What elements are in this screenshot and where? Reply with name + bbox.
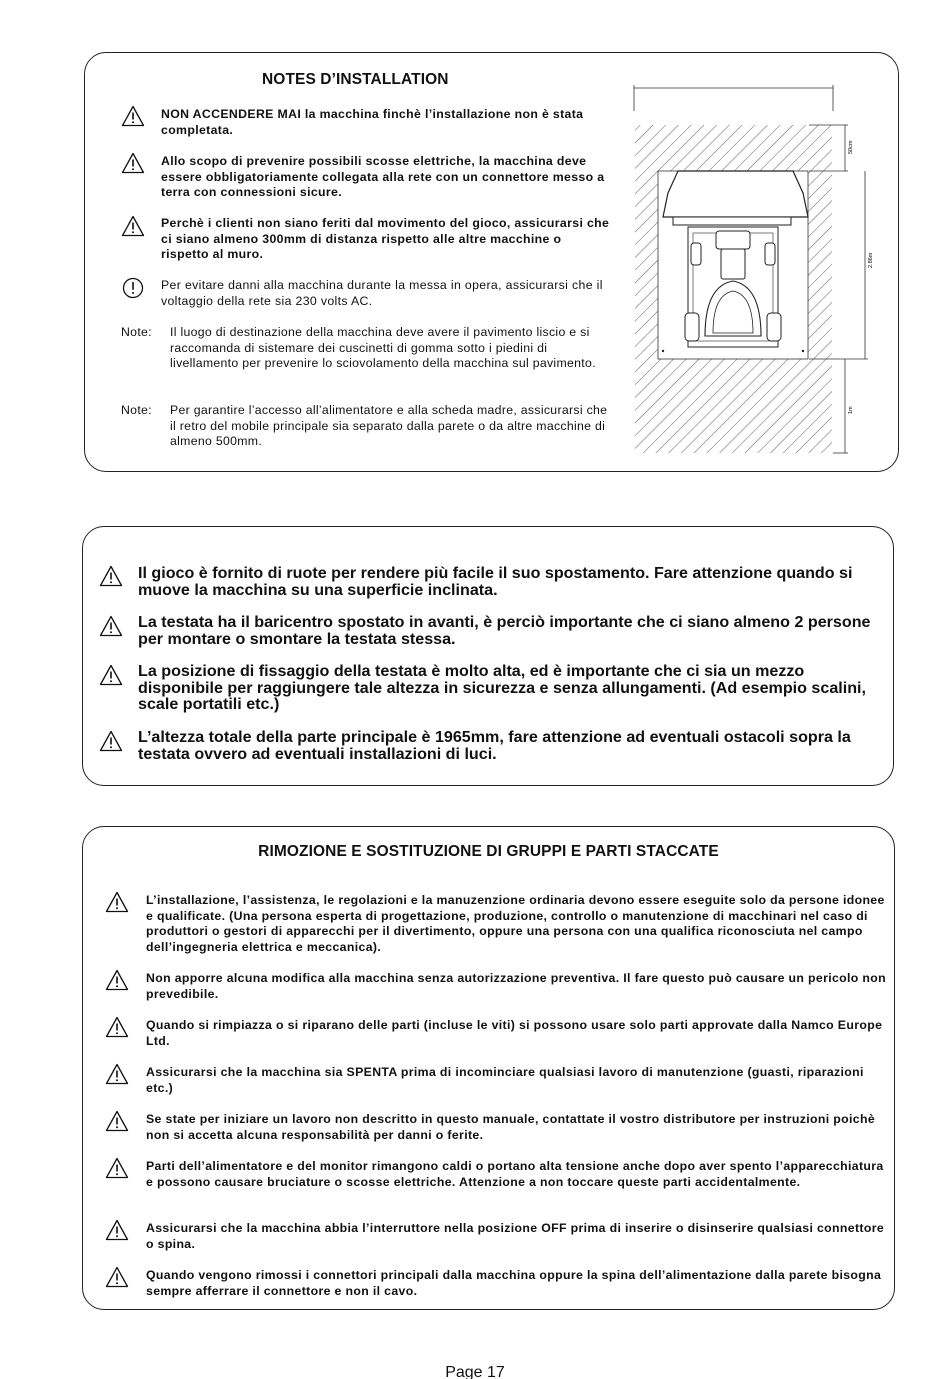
installation-notes-title: NOTES D’INSTALLATION: [262, 71, 449, 88]
warning-triangle-icon: [99, 730, 123, 752]
warning-triangle-icon: [105, 1266, 129, 1288]
warning-triangle-icon: [105, 891, 129, 913]
removal-warning-text: L’installazione, l’assistenza, le regolazioni e la manuzenzione ordinaria devono essere eseguite solo da persone idonee e qualificate. (Una persona esperta di progettazione, produzione, controllo o manutenzione di macchinari nel caso di produttori o gestori di apparecchi per il divertimento, oppure una persona con una qualifica riconosciuta nel campo dell’ingegneria elettrica e meccanica).: [146, 893, 885, 954]
handling-warning-text: Il gioco è fornito di ruote per rendere più facile il suo spostamento. Fare attenzione quando si muove la macchina su una superficie inclinata.: [138, 564, 853, 599]
warning-triangle-icon: [121, 215, 145, 237]
dimension-label-top: 50cm: [848, 140, 854, 154]
exclamation-circle-icon: [121, 277, 145, 299]
handling-warning-text: La posizione di fissaggio della testata è molto alta, ed è importante che ci sia un mezzo disponibile per raggiungere tale altezza in sicurezza e senza allungamenti. (Ad esempio scalini, scale portatili etc.): [138, 662, 866, 714]
removal-warning-text: Se state per iniziare un lavoro non descritto in questo manuale, contattate il vostro distributore per instruzioni poichè non si accetta alcuna responsabilità per danni o ferite.: [146, 1112, 876, 1142]
warning-triangle-icon: [105, 1157, 129, 1179]
note-text: Per garantire l’accesso all’alimentatore e alla scheda madre, assicurarsi che il retro del mobile principale sia separato dalla parete o da altre macchine di almeno 500mm.: [170, 403, 608, 449]
handling-warning-text: La testata ha il baricentro spostato in avanti, è perciò importante che ci siano almeno 2 persone per montare o smontare la testata stessa.: [138, 613, 871, 648]
warning-triangle-icon: [105, 1016, 129, 1038]
warning-triangle-icon: [99, 664, 123, 686]
removal-warning-text: Quando vengono rimossi i connettori principali dalla macchina oppure la spina dell’alimentazione dalla parete bisogna sempre afferrare il connettore e non il cavo.: [146, 1268, 882, 1298]
installation-notes-panel: [84, 52, 899, 472]
dimension-label-middle: 2.86m: [868, 252, 874, 268]
handling-warnings-panel: [82, 526, 894, 786]
page-number: Page 17: [445, 1364, 505, 1379]
warning-triangle-icon: [105, 1063, 129, 1085]
removal-warning-text: Assicurarsi che la macchina sia SPENTA prima di incominciare qualsiasi lavoro di manutenzione (guasti, riparazioni etc.): [146, 1065, 864, 1095]
installation-note-text: Per evitare danni alla macchina durante la messa in opera, assicurarsi che il voltaggio della rete sia 230 volts AC.: [161, 278, 603, 308]
warning-triangle-icon: [99, 565, 123, 587]
note-label: Note:: [121, 325, 152, 339]
warning-triangle-icon: [105, 969, 129, 991]
handling-warning-text: L’altezza totale della parte principale è 1965mm, fare attenzione ad eventuali ostacoli sopra la testata ovvero ad eventuali installazioni di luci.: [138, 728, 851, 763]
removal-section-title: RIMOZIONE E SOSTITUZIONE DI GRUPPI E PARTI STACCATE: [258, 843, 719, 860]
installation-clearance-diagram: [633, 81, 883, 461]
warning-triangle-icon: [121, 105, 145, 127]
installation-note-text: Perchè i clienti non siano feriti dal movimento del gioco, assicurarsi che ci siano almeno 300mm di distanza rispetto alle altre macchine o rispetto al muro.: [161, 216, 610, 262]
note-label: Note:: [121, 403, 152, 417]
warning-triangle-icon: [105, 1110, 129, 1132]
removal-warning-text: Non apporre alcuna modifica alla macchina senza autorizzazione preventiva. Il fare questo può causare un pericolo non prevedibile.: [146, 971, 886, 1001]
removal-warning-text: Parti dell’alimentatore e del monitor rimangono caldi o portano alta tensione anche dopo aver spento l’apparecchiatura e possono causare bruciature o scosse elettriche. Attenzione a non toccare queste parti accidentalmente.: [146, 1159, 884, 1189]
removal-warning-text: Quando si rimpiazza o si riparano delle parti (incluse le viti) si possono usare solo parti approvate dalla Namco Europe Ltd.: [146, 1018, 883, 1048]
removal-warning-text: Assicurarsi che la macchina abbia l’interruttore nella posizione OFF prima di inserire o disinserire qualsiasi connettore o spina.: [146, 1221, 885, 1251]
dimension-label-bottom: 1m: [848, 406, 854, 414]
installation-note-text: NON ACCENDERE MAI la macchina finchè l’installazione non è stata completata.: [161, 107, 584, 137]
installation-note-text: Allo scopo di prevenire possibili scosse elettriche, la macchina deve essere obbligatoriamente collegata alla rete con un connettore messo a terra con connessioni sicure.: [161, 154, 605, 200]
warning-triangle-icon: [99, 615, 123, 637]
removal-section-panel: [82, 826, 895, 1310]
warning-triangle-icon: [105, 1219, 129, 1241]
warning-triangle-icon: [121, 152, 145, 174]
note-text: Il luogo di destinazione della macchina deve avere il pavimento liscio e si raccomanda di sistemare dei cuscinetti di gomma sotto i piedini di livellamento per prevenire lo sciovolamento della macchina sul pavimento.: [170, 325, 596, 371]
